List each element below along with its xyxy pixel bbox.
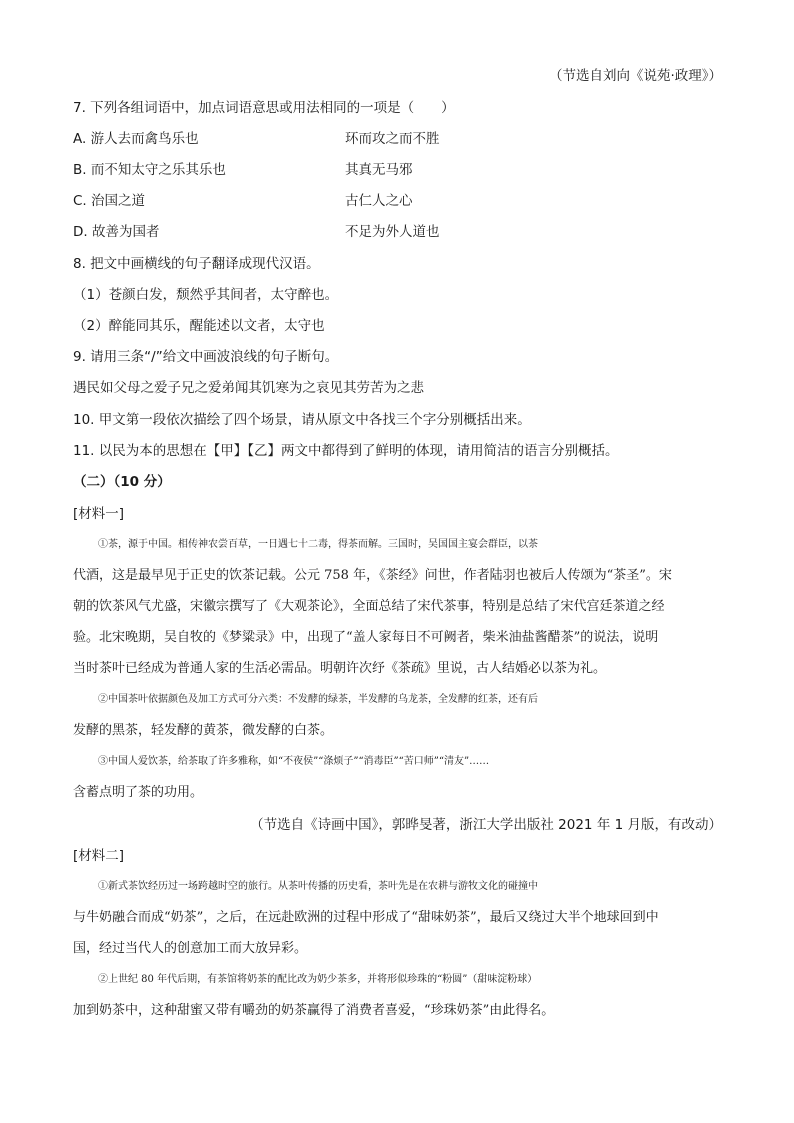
material-1-line: 代酒，这是最早见于正史的饮茶记载。公元 758 年，《茶经》问世，作者陆羽也被后人传颂为“茶圣”。宋 [73,568,672,583]
q7-option-a: A. 游人去而禽鸟乐也 [73,131,199,147]
question-11: 11. 以民为本的思想在【甲】【乙】两文中都得到了鲜明的体现，请用简洁的语言分别概括。 [73,443,619,459]
material-1-line: ①茶，源于中国。相传神农尝百草，一日遇七十二毒，得茶而解。三国时，吴国国主宴会群臣，以茶 [98,539,538,550]
question-10: 10. 甲文第一段依次描绘了四个场景，请从原文中各找三个字分别概括出来。 [73,412,531,428]
material-2-line: 与牛奶融合而成“奶茶”，之后，在远赴欧洲的过程中形成了“甜味奶茶”，最后又绕过大半个地球回到中 [73,910,659,925]
material-2-line: 加到奶茶中，这种甜蜜又带有嚼劲的奶茶赢得了消费者喜爱，“珍珠奶茶”由此得名。 [73,1003,555,1018]
material-1-label: [材料一] [73,506,125,522]
q9-sentence: 遇民如父母之爱子兄之爱弟闻其饥寒为之哀见其劳苦为之悲 [73,380,424,396]
q7-option-d-pair: 不足为外人道也 [345,224,440,240]
question-8-stem: 8. 把文中画横线的句子翻译成现代汉语。 [73,256,320,272]
q7-option-b: B. 而不知太守之乐其乐也 [73,162,226,178]
material-1-line: 含蓄点明了茶的功用。 [73,785,204,800]
material-2-line: ②上世纪 80 年代后期，有茶馆将奶茶的配比改为奶少茶多，并将形似珍珠的“粉圆”（甜味淀粉球） [98,974,538,985]
q7-option-b-pair: 其真无马邪 [345,162,413,178]
material-1-line: ③中国人爱饮茶，给茶取了许多雅称，如“不夜侯”“涤烦子”“消毒臣”“苦口师”“清友”…… [98,756,490,767]
material-1-line: 朝的饮茶风气尤盛，宋徽宗撰写了《大观茶论》，全面总结了宋代茶事，特别是总结了宋代宫廷茶道之经 [73,599,665,614]
material-1-source: （节选自《诗画中国》，郭晔旻著，浙江大学出版社 2021 年 1 月版，有改动） [250,817,722,833]
q7-option-d: D. 故善为国者 [73,224,160,240]
q8-item-1: （1）苍颜白发，颓然乎其间者，太守醉也。 [73,287,339,303]
material-1-line: 验。北宋晚期，吴自牧的《梦粱录》中，出现了“盖人家每日不可阙者，柴米油盐酱醋茶”的说法，说明 [73,630,659,645]
q7-option-c: C. 治国之道 [73,193,146,209]
material-2-line: 国，经过当代人的创意加工而大放异彩。 [73,941,308,956]
material-2-label: [材料二] [73,848,125,864]
material-2-line: ①新式茶饮经历过一场跨越时空的旅行。从茶叶传播的历史看，茶叶先是在农耕与游牧文化的碰撞中 [98,881,538,892]
material-1-line: ②中国茶叶依据颜色及加工方式可分六类：不发酵的绿茶，半发酵的乌龙茶，全发酵的红茶，还有后 [98,694,538,705]
source-citation: （节选自刘向《说苑·政理》） [548,68,722,84]
q8-item-2: （2）醉能同其乐，醒能述以文者，太守也 [73,318,325,334]
material-1-line: 当时茶叶已经成为普通人家的生活必需品。明朝许次纾《茶疏》里说，古人结婚必以茶为礼。 [73,661,607,676]
material-1-line: 发酵的黑茶，轻发酵的黄茶，微发酵的白茶。 [73,723,334,738]
question-7-stem: 7. 下列各组词语中，加点词语意思或用法相同的一项是（ ） [73,100,455,116]
q7-option-c-pair: 古仁人之心 [345,193,413,209]
q7-option-a-pair: 环而攻之而不胜 [345,131,440,147]
section-2-heading: （二）（10 分） [73,474,171,490]
question-9-stem: 9. 请用三条“/”给文中画波浪线的句子断句。 [73,349,339,365]
